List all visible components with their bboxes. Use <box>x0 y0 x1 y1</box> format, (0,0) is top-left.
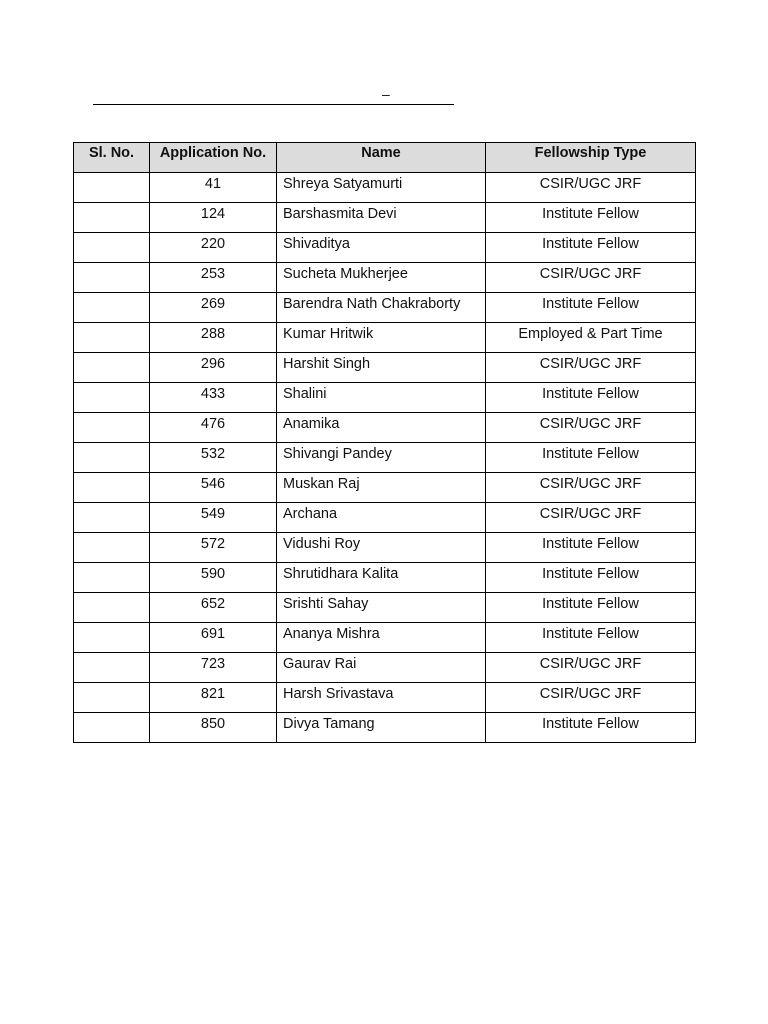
header-rule <box>93 104 454 105</box>
cell-name: Muskan Raj <box>277 473 486 503</box>
table-row <box>74 533 696 563</box>
cell-application-no: 476 <box>150 413 277 443</box>
table-row <box>74 503 696 533</box>
cell-fellowship-type: CSIR/UGC JRF <box>486 173 696 203</box>
cell-application-no: 590 <box>150 563 277 593</box>
cell-sl-no <box>74 413 150 443</box>
cell-application-no: 532 <box>150 443 277 473</box>
table-row <box>74 413 696 443</box>
table-row <box>74 263 696 293</box>
table-row <box>74 623 696 653</box>
cell-fellowship-type: Institute Fellow <box>486 203 696 233</box>
table-row <box>74 383 696 413</box>
cell-sl-no <box>74 323 150 353</box>
cell-fellowship-type: Institute Fellow <box>486 713 696 743</box>
cell-sl-no <box>74 263 150 293</box>
cell-application-no: 546 <box>150 473 277 503</box>
table-row <box>74 653 696 683</box>
cell-fellowship-type: Institute Fellow <box>486 533 696 563</box>
cell-fellowship-type: Institute Fellow <box>486 563 696 593</box>
cell-sl-no <box>74 473 150 503</box>
cell-fellowship-type: CSIR/UGC JRF <box>486 413 696 443</box>
cell-name: Harshit Singh <box>277 353 486 383</box>
cell-sl-no <box>74 503 150 533</box>
cell-application-no: 296 <box>150 353 277 383</box>
cell-name: Srishti Sahay <box>277 593 486 623</box>
cell-sl-no <box>74 353 150 383</box>
cell-sl-no <box>74 293 150 323</box>
table-row <box>74 293 696 323</box>
table-row <box>74 173 696 203</box>
cell-name: Gaurav Rai <box>277 653 486 683</box>
cell-sl-no <box>74 713 150 743</box>
cell-name: Anamika <box>277 413 486 443</box>
cell-fellowship-type: CSIR/UGC JRF <box>486 683 696 713</box>
cell-name: Kumar Hritwik <box>277 323 486 353</box>
cell-name: Shalini <box>277 383 486 413</box>
cell-application-no: 549 <box>150 503 277 533</box>
cell-application-no: 433 <box>150 383 277 413</box>
header-application-no: Application No. <box>150 143 277 173</box>
table-row <box>74 353 696 383</box>
cell-name: Shreya Satyamurti <box>277 173 486 203</box>
cell-sl-no <box>74 563 150 593</box>
cell-application-no: 288 <box>150 323 277 353</box>
cell-name: Archana <box>277 503 486 533</box>
table-header-row <box>74 143 696 173</box>
cell-name: Barshasmita Devi <box>277 203 486 233</box>
selection-table <box>73 142 696 743</box>
cell-sl-no <box>74 533 150 563</box>
cell-fellowship-type: Institute Fellow <box>486 593 696 623</box>
cell-fellowship-type: Institute Fellow <box>486 233 696 263</box>
cell-fellowship-type: Institute Fellow <box>486 293 696 323</box>
cell-sl-no <box>74 203 150 233</box>
cell-application-no: 723 <box>150 653 277 683</box>
cell-sl-no <box>74 383 150 413</box>
header-sl-no: Sl. No. <box>74 143 150 173</box>
cell-name: Divya Tamang <box>277 713 486 743</box>
cell-sl-no <box>74 683 150 713</box>
table-row <box>74 713 696 743</box>
cell-application-no: 821 <box>150 683 277 713</box>
cell-name: Shivaditya <box>277 233 486 263</box>
cell-fellowship-type: Institute Fellow <box>486 623 696 653</box>
header-fellowship-type: Fellowship Type <box>486 143 696 173</box>
table-row <box>74 233 696 263</box>
table-row <box>74 473 696 503</box>
table-row <box>74 683 696 713</box>
cell-name: Ananya Mishra <box>277 623 486 653</box>
cell-sl-no <box>74 593 150 623</box>
cell-application-no: 572 <box>150 533 277 563</box>
cell-fellowship-type: CSIR/UGC JRF <box>486 353 696 383</box>
cell-fellowship-type: CSIR/UGC JRF <box>486 503 696 533</box>
cell-sl-no <box>74 173 150 203</box>
cell-fellowship-type: CSIR/UGC JRF <box>486 473 696 503</box>
table-body <box>74 173 696 743</box>
cell-name: Barendra Nath Chakraborty <box>277 293 486 323</box>
cell-application-no: 269 <box>150 293 277 323</box>
cell-fellowship-type: Institute Fellow <box>486 443 696 473</box>
cell-application-no: 253 <box>150 263 277 293</box>
cell-fellowship-type: Institute Fellow <box>486 383 696 413</box>
table-row <box>74 593 696 623</box>
cell-fellowship-type: CSIR/UGC JRF <box>486 653 696 683</box>
cell-name: Sucheta Mukherjee <box>277 263 486 293</box>
cell-application-no: 41 <box>150 173 277 203</box>
table-row <box>74 443 696 473</box>
table-row <box>74 323 696 353</box>
cell-name: Shivangi Pandey <box>277 443 486 473</box>
cell-name: Shrutidhara Kalita <box>277 563 486 593</box>
cell-application-no: 652 <box>150 593 277 623</box>
header-name: Name <box>277 143 486 173</box>
cell-sl-no <box>74 653 150 683</box>
cell-name: Vidushi Roy <box>277 533 486 563</box>
cell-name: Harsh Srivastava <box>277 683 486 713</box>
table-row <box>74 563 696 593</box>
cell-fellowship-type: CSIR/UGC JRF <box>486 263 696 293</box>
cell-application-no: 220 <box>150 233 277 263</box>
cell-sl-no <box>74 233 150 263</box>
cell-application-no: 691 <box>150 623 277 653</box>
cell-fellowship-type: Employed & Part Time <box>486 323 696 353</box>
header-dash: – <box>382 86 390 102</box>
cell-application-no: 850 <box>150 713 277 743</box>
table-row <box>74 203 696 233</box>
cell-sl-no <box>74 443 150 473</box>
cell-application-no: 124 <box>150 203 277 233</box>
cell-sl-no <box>74 623 150 653</box>
